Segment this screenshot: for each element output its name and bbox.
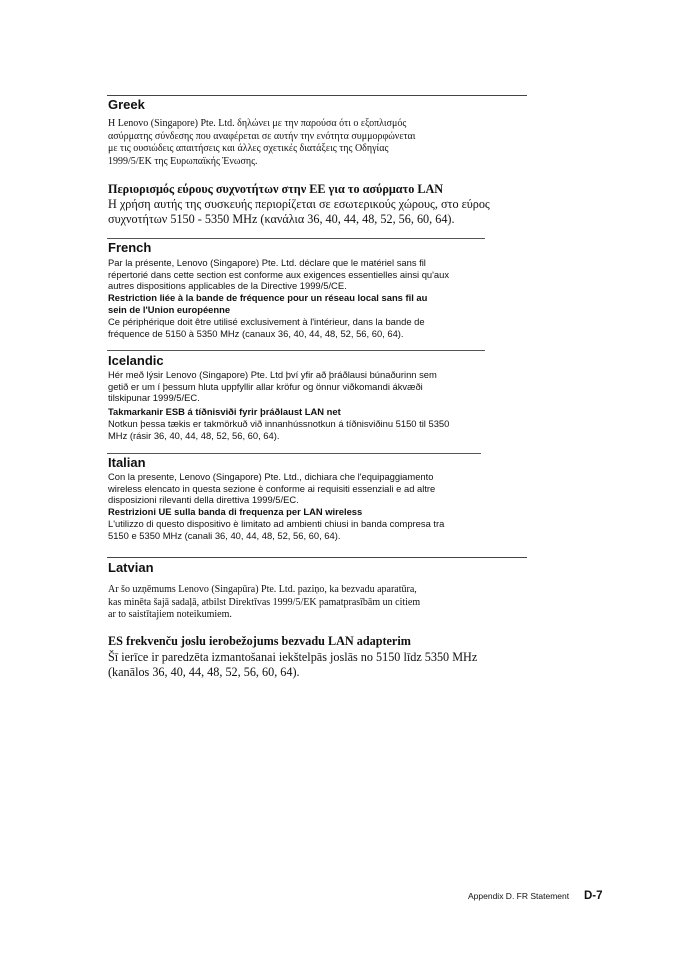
french-heading: French: [108, 240, 152, 255]
greek-body: [108, 118, 518, 168]
italian-body-line: Con la presente, Lenovo (Singapore) Pte. Ltd., dichiara che l'equipaggiamento: [108, 471, 434, 482]
greek-body-line: με τις ουσιώδεις απαιτήσεις και άλλες σχετικές διατάξεις της Οδηγίας: [108, 143, 389, 155]
latvian-restriction-line: Šī ierīce ir paredzēta izmantošanai iekštelpās joslās no 5150 līdz 5350 MHz: [108, 650, 478, 664]
greek-body-line: ασύρματης σύνδεσης που αναφέρεται σε αυτήν την ενότητα συμμορφώνεται: [108, 130, 416, 142]
latvian-body-line: kas minēta šajā sadaļā, atbilst Direktīvas 1999/5/EK pamatprasībām un citiem: [108, 596, 421, 608]
latvian-body: [108, 584, 518, 622]
footer-section-title: Appendix D. FR Statement: [468, 891, 570, 901]
section-rule: [107, 350, 485, 351]
icelandic-body: [108, 369, 508, 404]
latvian-heading: Latvian: [108, 560, 154, 575]
section-rule: [107, 238, 485, 239]
greek-restriction-title: Περιορισμός εύρους συχνοτήτων στην ΕΕ για το ασύρματο LAN: [108, 182, 444, 196]
greek-body-line: 1999/5/ΕΚ της Ευρωπαϊκής Ένωσης.: [108, 155, 258, 167]
greek-restriction-line: Η χρήση αυτής της συσκευής περιορίζεται σε εσωτερικούς χώρους, στο εύρος: [108, 197, 490, 211]
icelandic-restriction-line: MHz (rásir 36, 40, 44, 48, 52, 56, 60, 64).: [108, 429, 280, 441]
footer-page-number: D-7: [584, 890, 603, 902]
icelandic-restriction-title: Takmarkanir ESB á tíðnisviði fyrir þráðlaust LAN net: [108, 406, 341, 417]
latvian-body-line: ar to saistītajiem noteikumiem.: [108, 609, 232, 621]
latvian-restriction-line: (kanālos 36, 40, 44, 48, 52, 56, 60, 64).: [108, 665, 300, 679]
icelandic-restriction-body: [108, 418, 508, 441]
french-restriction-title: [108, 292, 508, 315]
latvian-body-line: Ar šo uzņēmums Lenovo (Singapūra) Pte. Ltd. paziņo, ka bezvadu aparatūra,: [108, 584, 417, 595]
italian-body: [108, 471, 508, 506]
latvian-restriction-body: [108, 650, 528, 680]
icelandic-body-line: tilskipunar 1999/5/EC.: [108, 392, 200, 404]
greek-restriction-line: συχνοτήτων 5150 - 5350 MHz (κανάλια 36, 40, 44, 48, 52, 56, 60, 64).: [108, 212, 455, 226]
italian-body-line: wireless elencato in questa sezione è conforme ai requisiti essenziali e ad altre: [108, 482, 436, 494]
greek-restriction-body: [108, 197, 528, 227]
french-restriction-line: Ce périphérique doit être utilisé exclusivement à l'intérieur, dans la bande de: [108, 316, 425, 327]
greek-heading: Greek: [108, 97, 145, 112]
french-body-line: répertorié dans cette section est conforme aux exigences essentielles ainsi qu'aux: [108, 268, 450, 280]
french-restriction-line: fréquence de 5150 à 5350 MHz (canaux 36, 40, 44, 48, 52, 56, 60, 64).: [108, 327, 404, 339]
italian-heading: Italian: [108, 455, 146, 470]
french-restriction-body: [108, 316, 508, 339]
french-body-line: Par la présente, Lenovo (Singapore) Pte. Ltd. déclare que le matériel sans fil: [108, 257, 426, 268]
greek-body-line: Η Lenovo (Singapore) Pte. Ltd. δηλώνει με την παρούσα ότι ο εξοπλισμός: [108, 118, 407, 129]
icelandic-body-line: Hér með lýsir Lenovo (Singapore) Pte. Ltd því yfir að þráðlausi búnaðurinn sem: [108, 369, 437, 380]
french-restriction-title-line: sein de l'Union européenne: [108, 303, 231, 315]
icelandic-heading: Icelandic: [108, 353, 164, 368]
latvian-restriction-title: ES frekvenču joslu ierobežojums bezvadu LAN adapterim: [108, 634, 411, 648]
section-rule: [107, 453, 481, 454]
icelandic-restriction-line: Notkun þessa tækis er takmörkuð við innanhússnotkun á tíðnisviðinu 5150 til 5350: [108, 418, 450, 429]
french-body: [108, 257, 508, 292]
section-rule-top: [107, 95, 527, 96]
section-rule: [107, 557, 527, 558]
french-body-line: autres dispositions applicables de la Directive 1999/5/CE.: [108, 280, 347, 292]
italian-restriction-body: [108, 518, 508, 541]
italian-restriction-line: 5150 e 5350 MHz (canali 36, 40, 44, 48, 52, 56, 60, 64).: [108, 529, 341, 541]
icelandic-body-line: getið er um í þessum hluta uppfyllir allar kröfur og önnur viðkomandi ákvæði: [108, 380, 423, 392]
italian-restriction-line: L'utilizzo di questo dispositivo è limitato ad ambienti chiusi in banda compresa tra: [108, 518, 445, 529]
italian-body-line: disposizioni rilevanti della direttiva 1999/5/EC.: [108, 494, 299, 506]
italian-restriction-title: Restrizioni UE sulla banda di frequenza per LAN wireless: [108, 506, 363, 517]
french-restriction-title-line: Restriction liée à la bande de fréquence pour un réseau local sans fil au: [108, 292, 428, 303]
